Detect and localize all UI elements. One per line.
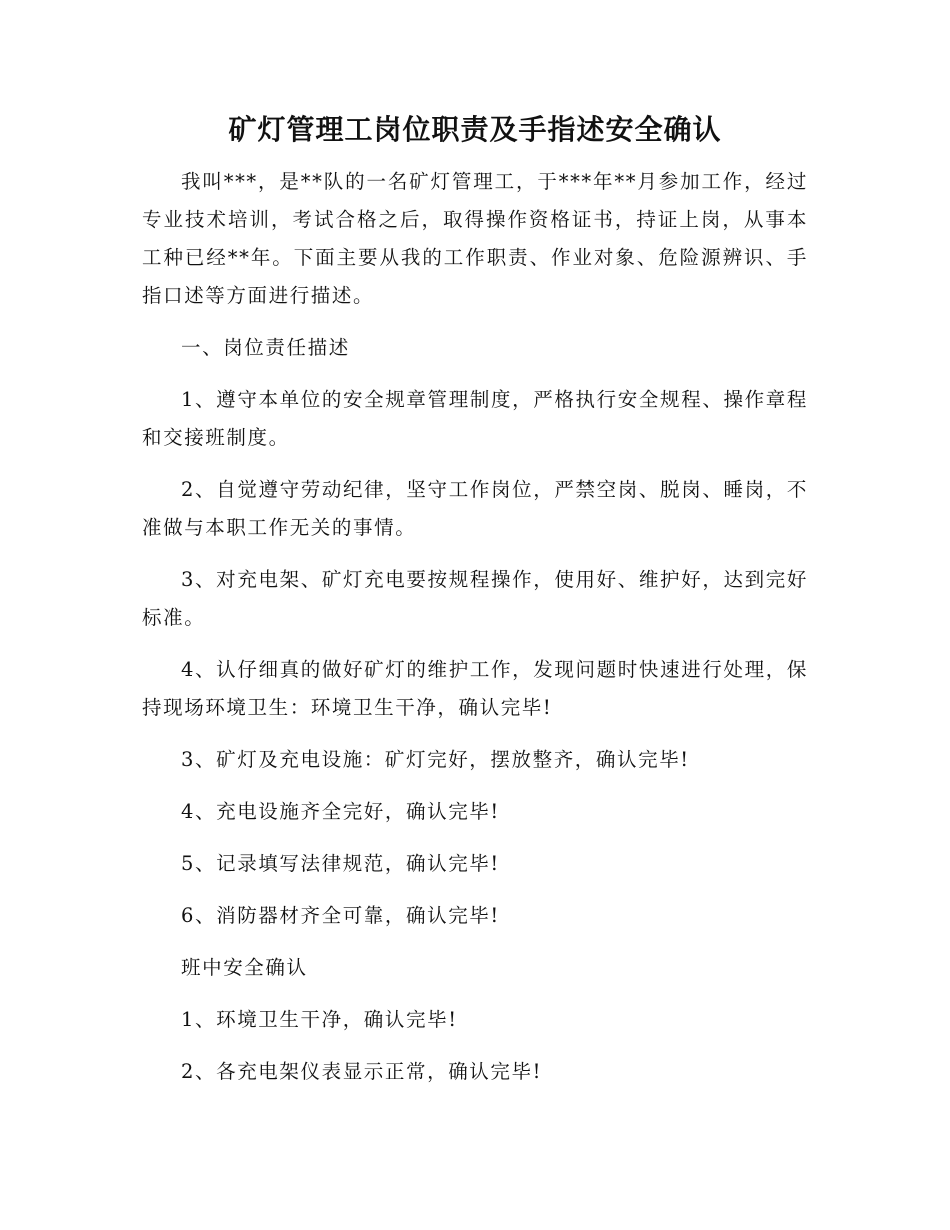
paragraph-duty-2: 2、自觉遵守劳动纪律，坚守工作岗位，严禁空岗、脱岗、睡岗，不准做与本职工作无关的事情。 bbox=[142, 478, 808, 539]
paragraph-intro: 我叫***，是**队的一名矿灯管理工，于***年**月参加工作，经过专业技术培训，考试合格之后，取得操作资格证书，持证上岗，从事本工种已经**年。下面主要从我的工作职责、作业对象、危险源辨识、手指口述等方面进行描述。 bbox=[142, 170, 808, 307]
section-heading-shift: 班中安全确认 bbox=[181, 956, 308, 979]
section-heading-duties: 一、岗位责任描述 bbox=[181, 336, 350, 359]
document-title: 矿灯管理工岗位职责及手指述安全确认 bbox=[228, 113, 722, 146]
paragraph-shift-2: 2、各充电架仪表显示正常，确认完毕! bbox=[181, 1060, 543, 1083]
paragraph-confirm-lamp: 3、矿灯及充电设施：矿灯完好，摆放整齐，确认完毕! bbox=[181, 748, 690, 771]
paragraph-shift-1: 1、环境卫生干净，确认完毕! bbox=[181, 1008, 458, 1031]
paragraph-confirm-records: 5、记录填写法律规范，确认完毕! bbox=[181, 852, 500, 875]
paragraph-confirm-fire: 6、消防器材齐全可靠，确认完毕! bbox=[181, 904, 500, 927]
document-body bbox=[142, 163, 808, 1091]
paragraph-duty-4: 4、认仔细真的做好矿灯的维护工作，发现问题时快速进行处理，保持现场环境卫生：环境卫生干净，确认完毕! bbox=[142, 658, 808, 719]
paragraph-duty-3: 3、对充电架、矿灯充电要按规程操作，使用好、维护好，达到完好标准。 bbox=[142, 568, 808, 629]
paragraph-duty-1: 1、遵守本单位的安全规章管理制度，严格执行安全规程、操作章程和交接班制度。 bbox=[142, 388, 808, 449]
paragraph-confirm-charging: 4、充电设施齐全完好，确认完毕! bbox=[181, 800, 500, 823]
